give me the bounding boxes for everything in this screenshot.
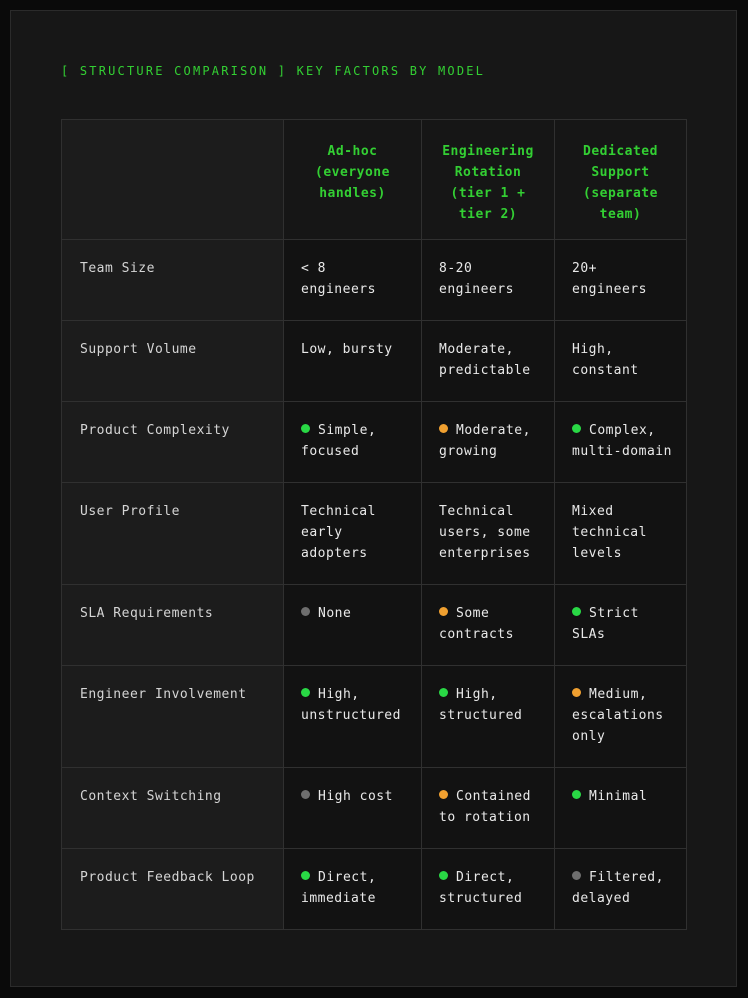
cell-text: 20+ engineers [572, 261, 647, 297]
status-dot [301, 424, 310, 433]
table-row-context-switching [62, 768, 687, 849]
table-cell [555, 768, 687, 849]
table-cell [555, 849, 687, 930]
row-label: Product Complexity [62, 402, 284, 483]
table-row-team-size [62, 240, 687, 321]
status-dot [439, 424, 448, 433]
cell-text: Direct, structured [439, 870, 523, 906]
table-cell [555, 240, 687, 321]
cell-text: Filtered, delayed [572, 870, 664, 906]
table-cell [555, 666, 687, 768]
table-cell [284, 483, 422, 585]
table-cell [555, 402, 687, 483]
status-dot [572, 871, 581, 880]
table-row-user-profile [62, 483, 687, 585]
table-cell [555, 483, 687, 585]
table-cell [422, 666, 555, 768]
cell-text: Moderate, growing [439, 423, 531, 459]
column-header-rotation: Engineering Rotation (tier 1 + tier 2) [422, 120, 555, 240]
table-cell [422, 768, 555, 849]
table-cell [422, 240, 555, 321]
row-label: Engineer Involvement [62, 666, 284, 768]
table-cell [284, 402, 422, 483]
cell-text: Mixed technical levels [572, 504, 647, 561]
cell-text: Direct, immediate [301, 870, 377, 906]
table-cell [284, 585, 422, 666]
table-row-engineer-involvement [62, 666, 687, 768]
table-header-row [62, 120, 687, 240]
table-row-product-feedback-loop [62, 849, 687, 930]
page-title: [ STRUCTURE COMPARISON ] KEY FACTORS BY MODEL [61, 64, 486, 78]
table-cell [555, 321, 687, 402]
cell-text: High, unstructured [301, 687, 401, 723]
status-dot [301, 607, 310, 616]
cell-text: None [318, 606, 352, 621]
cell-text: Strict SLAs [572, 606, 639, 642]
status-dot [439, 790, 448, 799]
status-dot [439, 871, 448, 880]
table-row-support-volume [62, 321, 687, 402]
main-panel [10, 10, 737, 987]
cell-text: 8-20 engineers [439, 261, 514, 297]
status-dot [301, 688, 310, 697]
cell-text: < 8 engineers [301, 261, 376, 297]
status-dot [439, 688, 448, 697]
cell-text: High, constant [572, 342, 639, 378]
status-dot [572, 424, 581, 433]
cell-text: Complex, multi-domain [572, 423, 672, 459]
table-cell [284, 240, 422, 321]
cell-text: Medium, escalations only [572, 687, 664, 744]
row-label: SLA Requirements [62, 585, 284, 666]
table-cell [284, 321, 422, 402]
table-cell [422, 483, 555, 585]
table-cell [284, 666, 422, 768]
column-header-dedicated: Dedicated Support (separate team) [555, 120, 687, 240]
cell-text: Some contracts [439, 606, 514, 642]
corner-cell [62, 120, 284, 240]
comparison-table [61, 119, 687, 930]
column-header-adhoc: Ad-hoc (everyone handles) [284, 120, 422, 240]
table-row-product-complexity [62, 402, 687, 483]
row-label: User Profile [62, 483, 284, 585]
table-cell [422, 402, 555, 483]
table-cell [422, 321, 555, 402]
status-dot [301, 871, 310, 880]
cell-text: Simple, focused [301, 423, 377, 459]
status-dot [439, 607, 448, 616]
cell-text: High, structured [439, 687, 523, 723]
cell-text: Minimal [589, 789, 648, 804]
cell-text: High cost [318, 789, 393, 804]
table-row-sla-requirements [62, 585, 687, 666]
row-label: Context Switching [62, 768, 284, 849]
table-cell [284, 768, 422, 849]
row-label: Team Size [62, 240, 284, 321]
row-label: Support Volume [62, 321, 284, 402]
cell-text: Technical users, some enterprises [439, 504, 531, 561]
cell-text: Contained to rotation [439, 789, 531, 825]
cell-text: Moderate, predictable [439, 342, 531, 378]
table-cell [422, 585, 555, 666]
table-cell [555, 585, 687, 666]
status-dot [572, 607, 581, 616]
table-cell [284, 849, 422, 930]
status-dot [572, 688, 581, 697]
cell-text: Low, bursty [301, 342, 393, 357]
status-dot [572, 790, 581, 799]
row-label: Product Feedback Loop [62, 849, 284, 930]
cell-text: Technical early adopters [301, 504, 376, 561]
table-cell [422, 849, 555, 930]
status-dot [301, 790, 310, 799]
